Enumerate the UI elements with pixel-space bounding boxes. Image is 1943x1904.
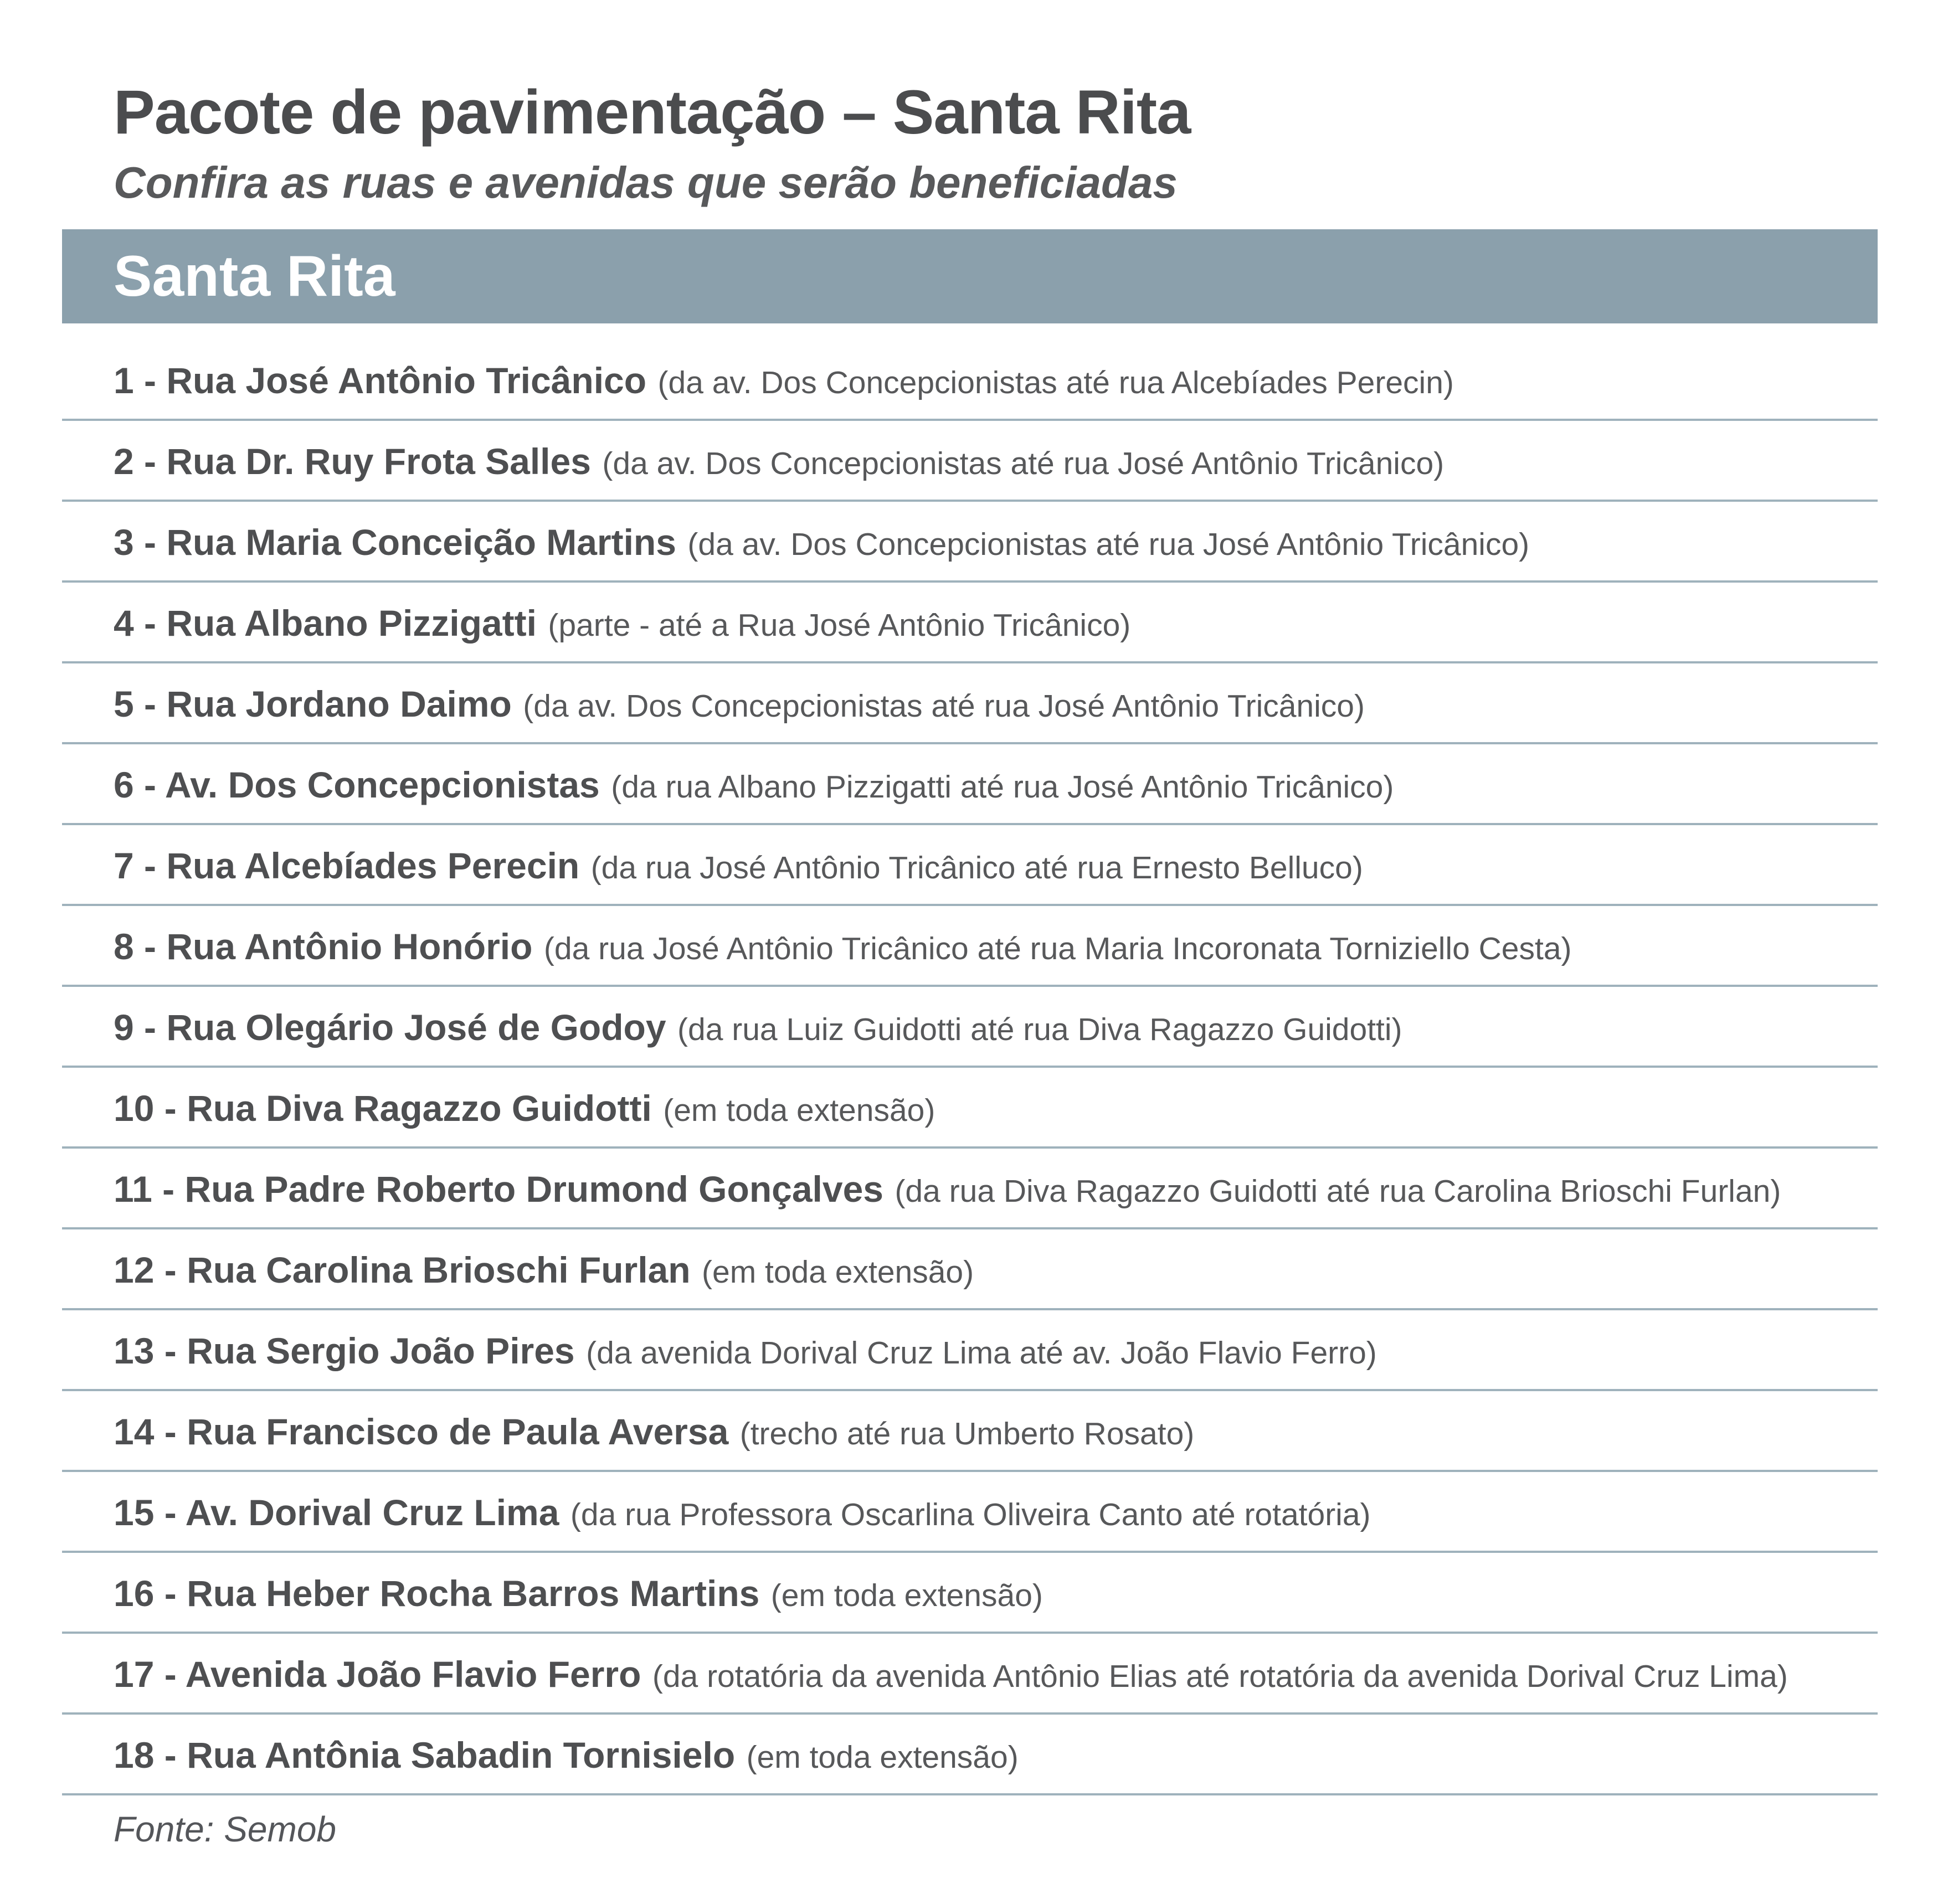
street-detail: (da rua Diva Ragazzo Guidotti até rua Carolina Brioschi Furlan)	[895, 1174, 1781, 1209]
street-label: 13 - Rua Sergio João Pires	[114, 1330, 575, 1371]
street-detail: (da av. Dos Concepcionistas até rua José Antônio Tricânico)	[687, 527, 1530, 562]
street-row	[62, 906, 1878, 987]
street-label: 10 - Rua Diva Ragazzo Guidotti	[114, 1088, 652, 1129]
street-row	[62, 744, 1878, 825]
street-row	[62, 1472, 1878, 1553]
street-row	[62, 583, 1878, 663]
street-detail: (da av. Dos Concepcionistas até rua José Antônio Tricânico)	[523, 688, 1365, 724]
street-row	[62, 663, 1878, 744]
street-detail: (em toda extensão)	[770, 1578, 1043, 1613]
street-detail: (da rua José Antônio Tricânico até rua Maria Incoronata Torniziello Cesta)	[543, 931, 1572, 966]
street-row	[62, 1634, 1878, 1715]
street-label: 14 - Rua Francisco de Paula Aversa	[114, 1411, 729, 1452]
page-subtitle: Confira as ruas e avenidas que serão beneficiadas	[114, 158, 1178, 207]
street-label: 9 - Rua Olegário José de Godoy	[114, 1007, 666, 1048]
street-detail: (da rua Albano Pizzigatti até rua José Antônio Tricânico)	[611, 769, 1394, 805]
street-detail: (da av. Dos Concepcionistas até rua José Antônio Tricânico)	[602, 446, 1445, 481]
street-detail: (em toda extensão)	[663, 1093, 935, 1128]
street-row	[62, 1715, 1878, 1795]
street-row	[62, 1229, 1878, 1310]
street-detail: (da rotatória da avenida Antônio Elias até rotatória da avenida Dorival Cruz Lima)	[652, 1659, 1788, 1694]
street-label: 18 - Rua Antônia Sabadin Tornisielo	[114, 1735, 736, 1776]
street-list	[62, 323, 1878, 1795]
street-detail: (da rua Luiz Guidotti até rua Diva Ragazzo Guidotti)	[677, 1012, 1402, 1047]
street-row	[62, 1068, 1878, 1149]
street-label: 5 - Rua Jordano Daimo	[114, 683, 512, 724]
street-detail: (em toda extensão)	[702, 1254, 974, 1290]
street-detail: (da avenida Dorival Cruz Lima até av. João Flavio Ferro)	[586, 1335, 1377, 1371]
street-label: 11 - Rua Padre Roberto Drumond Gonçalves	[114, 1169, 883, 1210]
street-detail: (trecho até rua Umberto Rosato)	[739, 1416, 1195, 1452]
street-label: 2 - Rua Dr. Ruy Frota Salles	[114, 441, 591, 482]
page-title: Pacote de pavimentação – Santa Rita	[114, 78, 1191, 147]
street-label: 6 - Av. Dos Concepcionistas	[114, 764, 600, 805]
street-detail: (em toda extensão)	[746, 1740, 1019, 1775]
street-row	[62, 1310, 1878, 1391]
street-row	[62, 421, 1878, 502]
street-detail: (da av. Dos Concepcionistas até rua Alcebíades Perecin)	[657, 365, 1454, 400]
section-header-label: Santa Rita	[114, 244, 395, 308]
street-row	[62, 825, 1878, 906]
source-note: Fonte: Semob	[114, 1809, 336, 1849]
street-label: 1 - Rua José Antônio Tricânico	[114, 360, 647, 401]
street-label: 16 - Rua Heber Rocha Barros Martins	[114, 1573, 760, 1614]
street-row	[62, 502, 1878, 583]
street-row	[62, 1391, 1878, 1472]
street-detail: (da rua Professora Oscarlina Oliveira Canto até rotatória)	[570, 1497, 1371, 1532]
street-row	[62, 1149, 1878, 1229]
street-label: 17 - Avenida João Flavio Ferro	[114, 1654, 641, 1695]
street-label: 12 - Rua Carolina Brioschi Furlan	[114, 1249, 691, 1290]
street-label: 8 - Rua Antônio Honório	[114, 926, 533, 967]
street-label: 4 - Rua Albano Pizzigatti	[114, 603, 537, 644]
street-row	[62, 340, 1878, 421]
street-label: 3 - Rua Maria Conceição Martins	[114, 522, 676, 563]
street-detail: (da rua José Antônio Tricânico até rua Ernesto Belluco)	[590, 850, 1363, 886]
street-label: 7 - Rua Alcebíades Perecin	[114, 845, 580, 886]
street-row	[62, 987, 1878, 1068]
street-row	[62, 1553, 1878, 1634]
street-detail: (parte - até a Rua José Antônio Tricânico)	[548, 608, 1131, 643]
section-header-band	[62, 229, 1878, 323]
street-label: 15 - Av. Dorival Cruz Lima	[114, 1492, 559, 1533]
